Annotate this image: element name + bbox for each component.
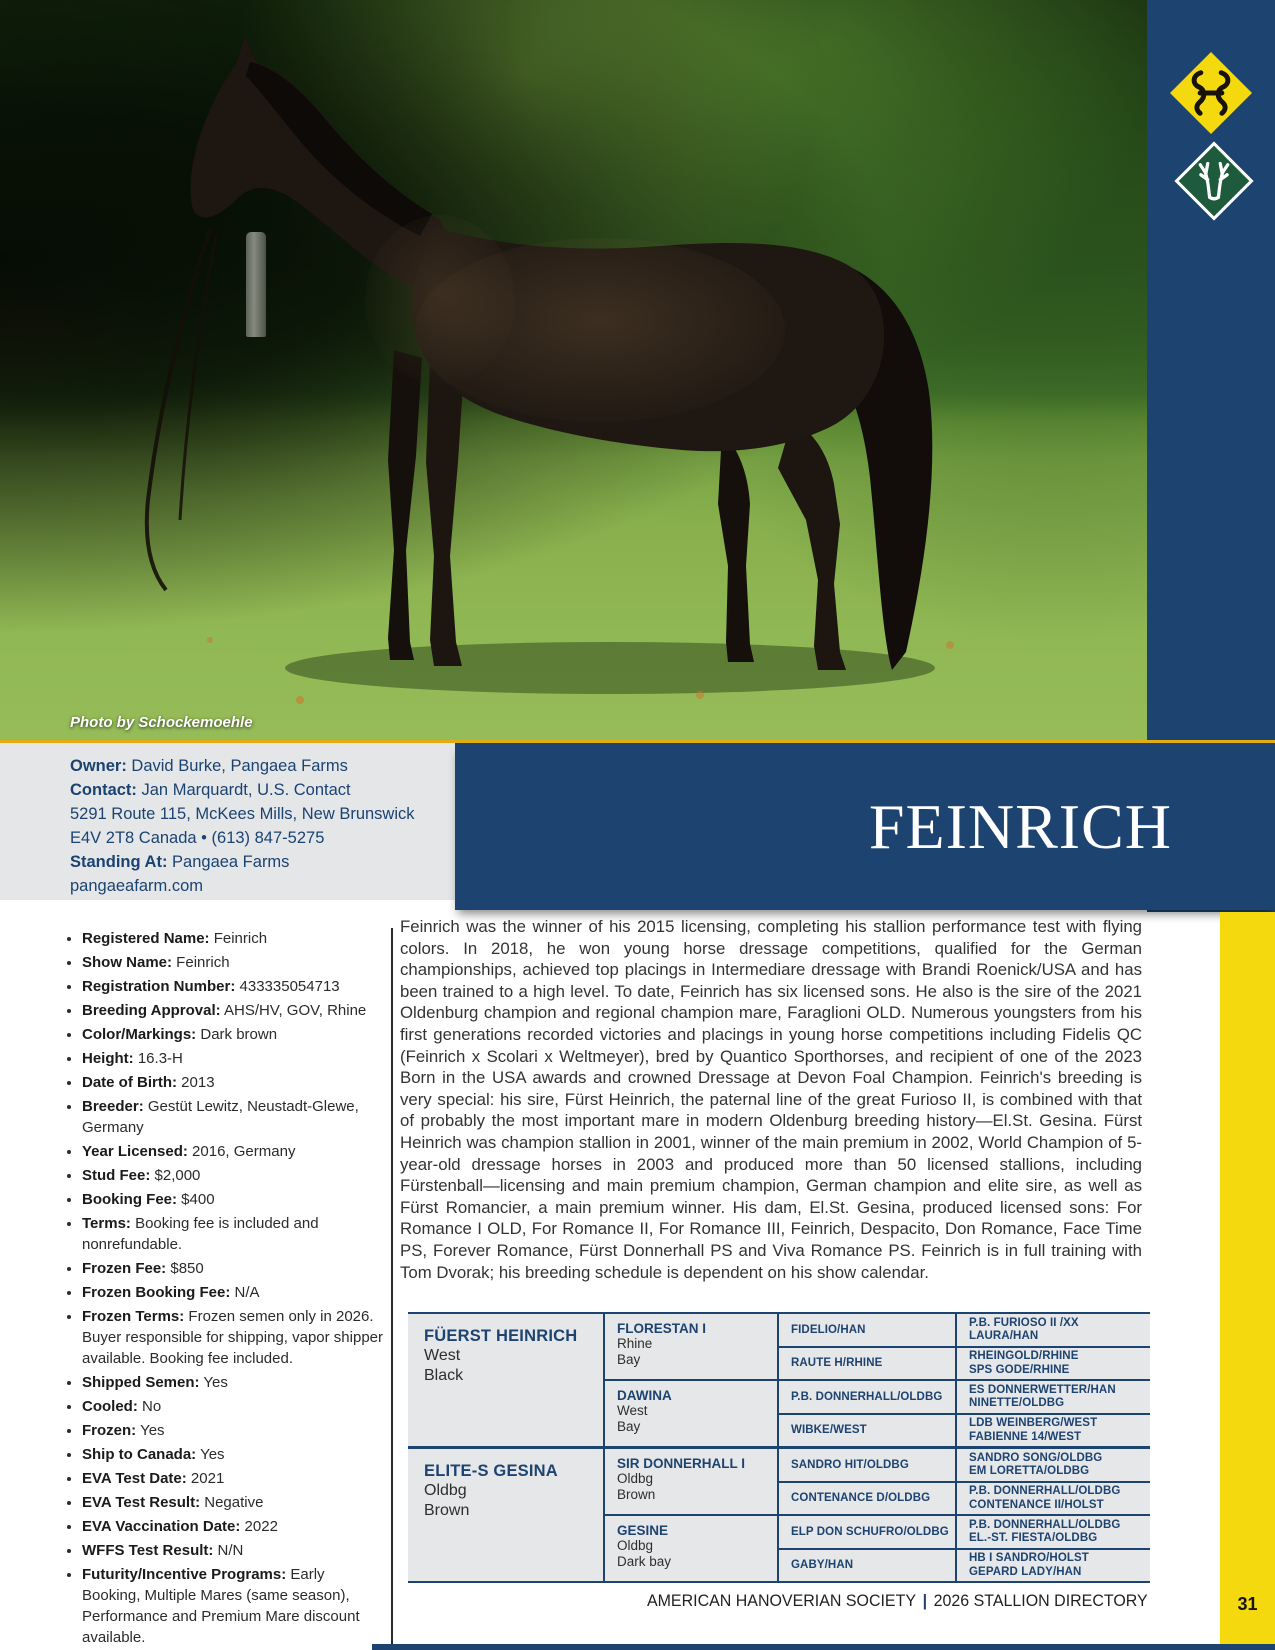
detail-item: • Shipped Semen: Yes <box>82 1372 384 1393</box>
stallion-photo <box>0 0 1147 740</box>
footer-directory: 2026 STALLION DIRECTORY <box>933 1591 1148 1610</box>
pedigree-cell <box>408 1314 603 1446</box>
pedigree-cell <box>779 1415 955 1447</box>
pedigree-name: EM LORETTA/OLDBG <box>969 1465 1090 1478</box>
pedigree-name: CONTENANCE D/OLDBG <box>791 1492 931 1504</box>
pedigree-name: FLORESTAN I <box>617 1321 706 1336</box>
pedigree-cell <box>957 1483 1150 1515</box>
pedigree-cell <box>957 1381 1150 1413</box>
detail-item: • Registration Number: 433335054713 <box>82 976 384 997</box>
pedigree-name: P.B. DONNERHALL/OLDBG <box>969 1518 1121 1531</box>
pedigree-name: SIR DONNERHALL I <box>617 1456 746 1471</box>
detail-item: • Futurity/Incentive Programs: Early Booking, Multiple Mares (same season), Performance and Premium Mare discount available. <box>82 1564 384 1648</box>
pedigree-name: LDB WEINBERG/WEST <box>969 1417 1098 1430</box>
page-title: FEINRICH <box>868 790 1172 862</box>
pedigree-name: ELP DON SCHUFRO/OLDBG <box>791 1525 949 1538</box>
pedigree-name: P.B. DONNERHALL/OLDBG <box>969 1485 1121 1498</box>
detail-item: • EVA Vaccination Date: 2022 <box>82 1516 384 1537</box>
pedigree-name: P.B. FURIOSO II /XX <box>969 1316 1079 1329</box>
detail-item: • Height: 16.3-H <box>82 1048 384 1069</box>
detail-item: • Ship to Canada: Yes <box>82 1444 384 1465</box>
hanoverian-brand-diamond <box>1170 52 1252 134</box>
detail-item: • Breeder: Gestüt Lewitz, Neustadt-Glewe, Germany <box>82 1096 384 1138</box>
verband-brand-icon <box>1189 156 1239 206</box>
pedigree-name: GEPARD LADY/HAN <box>969 1565 1082 1578</box>
detail-item: • Frozen Terms: Frozen semen only in 2026. Buyer responsible for shipping, vapor shipper available. Booking fee included. <box>82 1306 384 1369</box>
pedigree-cell <box>605 1516 777 1581</box>
detail-item: • Breeding Approval: AHS/HV, GOV, Rhine <box>82 1000 384 1021</box>
pedigree-name: LAURA/HAN <box>969 1330 1039 1343</box>
pedigree-name: FABIENNE 14/WEST <box>969 1430 1082 1443</box>
pedigree-cell <box>779 1314 955 1346</box>
pedigree-sub: Oldbg <box>617 1471 654 1486</box>
column-divider <box>391 928 393 1650</box>
bottom-rule <box>372 1644 1275 1650</box>
bio-paragraph: Feinrich was the winner of his 2015 licensing, completing his stallion performance test with flying colors. In 2018, he won young horse dressage competitions, qualified for the German championships, achieved top placings in Intermediare dressage with Brandi Roenick/USA and has been trained to a high level. To date, Feinrich has six licensed sons. He also is the sire of the 2021 Oldenburg champion and regional champion mare, Faraglioni OLD. Numerous youngsters from his first generations recorded victories and placings in young horse competitions including Fidelis QC (Feinrich x Scolari x Weltmeyer), bred by Quantico Sporthorses, and recipient of one of the 2023 Born in the USA awards and crowned Dressage at Devon Foal Champion. Feinrich's breeding is very special: his sire, Fürst Heinrich, the paternal line of the great Furioso II, is combined with that of probably the most important mare in modern Oldenburg breeding history—El.St. Gesina. Fürst Heinrich was champion stallion in 2001, winner of the main premium in 2002, World Champion of 5-year-old dressage horses in 2003 and produced more than 50 licensed stallions, including Fürstenball—licensing and main premium champion, German champion and elite sire, as well as Fürst Romancier, a main premium winner. His dam, El.St. Gesina, produced licensed sons: For Romance I OLD, For Romance II, For Romance III, Feinrich, Despacito, Don Romance, Face Time PS, Forever Romance, Fürst Donnerhall PS and Viva Romance PS. Feinrich is in full training with Tom Dvorak; his breeding schedule is dependent on his show calendar. <box>400 917 1142 1282</box>
detail-item: • Frozen: Yes <box>82 1420 384 1441</box>
pedigree-cell <box>957 1449 1150 1481</box>
pedigree-cell <box>779 1550 955 1582</box>
pedigree-name: HB I SANDRO/HOLST <box>969 1552 1089 1565</box>
detail-item: • EVA Test Date: 2021 <box>82 1468 384 1489</box>
pedigree-cell <box>957 1314 1150 1346</box>
title-banner <box>455 743 1275 910</box>
pedigree-sub: Bay <box>617 1352 641 1367</box>
pedigree-name: GESINE <box>617 1523 669 1538</box>
owner-line: Standing At: Pangaea Farms <box>70 853 290 871</box>
details-column <box>62 928 384 1650</box>
detail-item: • Terms: Booking fee is included and nonrefundable. <box>82 1213 384 1255</box>
pedigree-cell <box>957 1550 1150 1582</box>
pedigree-half <box>408 1314 1150 1446</box>
pedigree-name: ELITE-S GESINA <box>424 1462 558 1480</box>
pedigree-cell <box>779 1483 955 1515</box>
footer <box>647 1591 1148 1611</box>
owner-line: Contact: Jan Marquardt, U.S. Contact <box>70 781 351 799</box>
pedigree-sub: Brown <box>424 1502 470 1519</box>
pedigree-name: DAWINA <box>617 1388 672 1403</box>
detail-item: • Date of Birth: 2013 <box>82 1072 384 1093</box>
horse-silhouette <box>0 0 1147 740</box>
detail-item: • Color/Markings: Dark brown <box>82 1024 384 1045</box>
pedigree-cell <box>957 1348 1150 1380</box>
detail-item: • Show Name: Feinrich <box>82 952 384 973</box>
pedigree-cell <box>779 1449 955 1481</box>
pedigree-cell <box>779 1381 955 1413</box>
hanoverian-brand-icon <box>1182 64 1240 122</box>
pedigree-name: FIDELIO/HAN <box>791 1323 866 1336</box>
pedigree-cell <box>605 1449 777 1514</box>
pedigree-sub: Brown <box>617 1487 656 1502</box>
pedigree-cell <box>605 1314 777 1379</box>
pedigree-name: FÜERST HEINRICH <box>424 1327 578 1345</box>
footer-society: AMERICAN HANOVERIAN SOCIETY <box>647 1591 917 1610</box>
pedigree-cell <box>605 1381 777 1446</box>
detail-item: • Year Licensed: 2016, Germany <box>82 1141 384 1162</box>
detail-item: • EVA Test Result: Negative <box>82 1492 384 1513</box>
pedigree-sub: West <box>424 1347 461 1364</box>
photo-credit: Photo by Schockemoehle <box>70 714 253 731</box>
detail-item: • Frozen Booking Fee: N/A <box>82 1282 384 1303</box>
pedigree-sub: Oldbg <box>617 1538 654 1553</box>
owner-line: pangaeafarm.com <box>70 877 203 895</box>
pedigree-name: SPS GODE/RHINE <box>969 1363 1070 1376</box>
owner-line: 5291 Route 115, McKees Mills, New Brunswick <box>70 805 415 823</box>
detail-item: • Booking Fee: $400 <box>82 1189 384 1210</box>
pedigree-name: P.B. DONNERHALL/OLDBG <box>791 1390 943 1403</box>
pedigree-name: SANDRO SONG/OLDBG <box>969 1451 1103 1464</box>
pedigree-name: CONTENANCE II/HOLST <box>969 1498 1104 1511</box>
pedigree-sub: Bay <box>617 1419 641 1434</box>
pedigree-name: WIBKE/WEST <box>791 1424 867 1436</box>
pedigree-sub: Oldbg <box>424 1482 467 1499</box>
detail-item: • Frozen Fee: $850 <box>82 1258 384 1279</box>
pedigree-sub: Dark bay <box>617 1554 672 1569</box>
pedigree-name: GABY/HAN <box>791 1559 854 1571</box>
pedigree-cell <box>957 1516 1150 1548</box>
pedigree-half <box>408 1446 1150 1581</box>
pedigree-table <box>408 1312 1150 1583</box>
pedigree-sub: Rhine <box>617 1336 653 1351</box>
owner-contact-box <box>0 743 455 900</box>
pedigree-cell <box>779 1348 955 1380</box>
pedigree-name: SANDRO HIT/OLDBG <box>791 1458 909 1471</box>
pedigree-sub: Black <box>424 1367 464 1384</box>
pedigree-cell <box>408 1449 603 1581</box>
pedigree-sub: West <box>617 1403 648 1418</box>
owner-line: E4V 2T8 Canada • (613) 847-5275 <box>70 829 325 847</box>
page-number: 31 <box>1237 1594 1258 1614</box>
detail-item: • Cooled: No <box>82 1396 384 1417</box>
pedigree-name: ES DONNERWETTER/HAN <box>969 1383 1116 1396</box>
owner-line: Owner: David Burke, Pangaea Farms <box>70 757 348 775</box>
side-stripe <box>1220 912 1275 1644</box>
detail-item: • Registered Name: Feinrich <box>82 928 384 949</box>
pedigree-name: NINETTE/OLDBG <box>969 1397 1065 1410</box>
footer-separator: | <box>922 1591 928 1610</box>
detail-item: • Stud Fee: $2,000 <box>82 1165 384 1186</box>
pedigree-name: EL.-ST. FIESTA/OLDBG <box>969 1532 1098 1545</box>
pedigree-cell <box>957 1415 1150 1447</box>
pedigree-name: RHEINGOLD/RHINE <box>969 1350 1079 1363</box>
details-list <box>62 928 384 1648</box>
detail-item: • WFFS Test Result: N/N <box>82 1540 384 1561</box>
pedigree-name: RAUTE H/RHINE <box>791 1357 883 1369</box>
pedigree-cell <box>779 1516 955 1548</box>
